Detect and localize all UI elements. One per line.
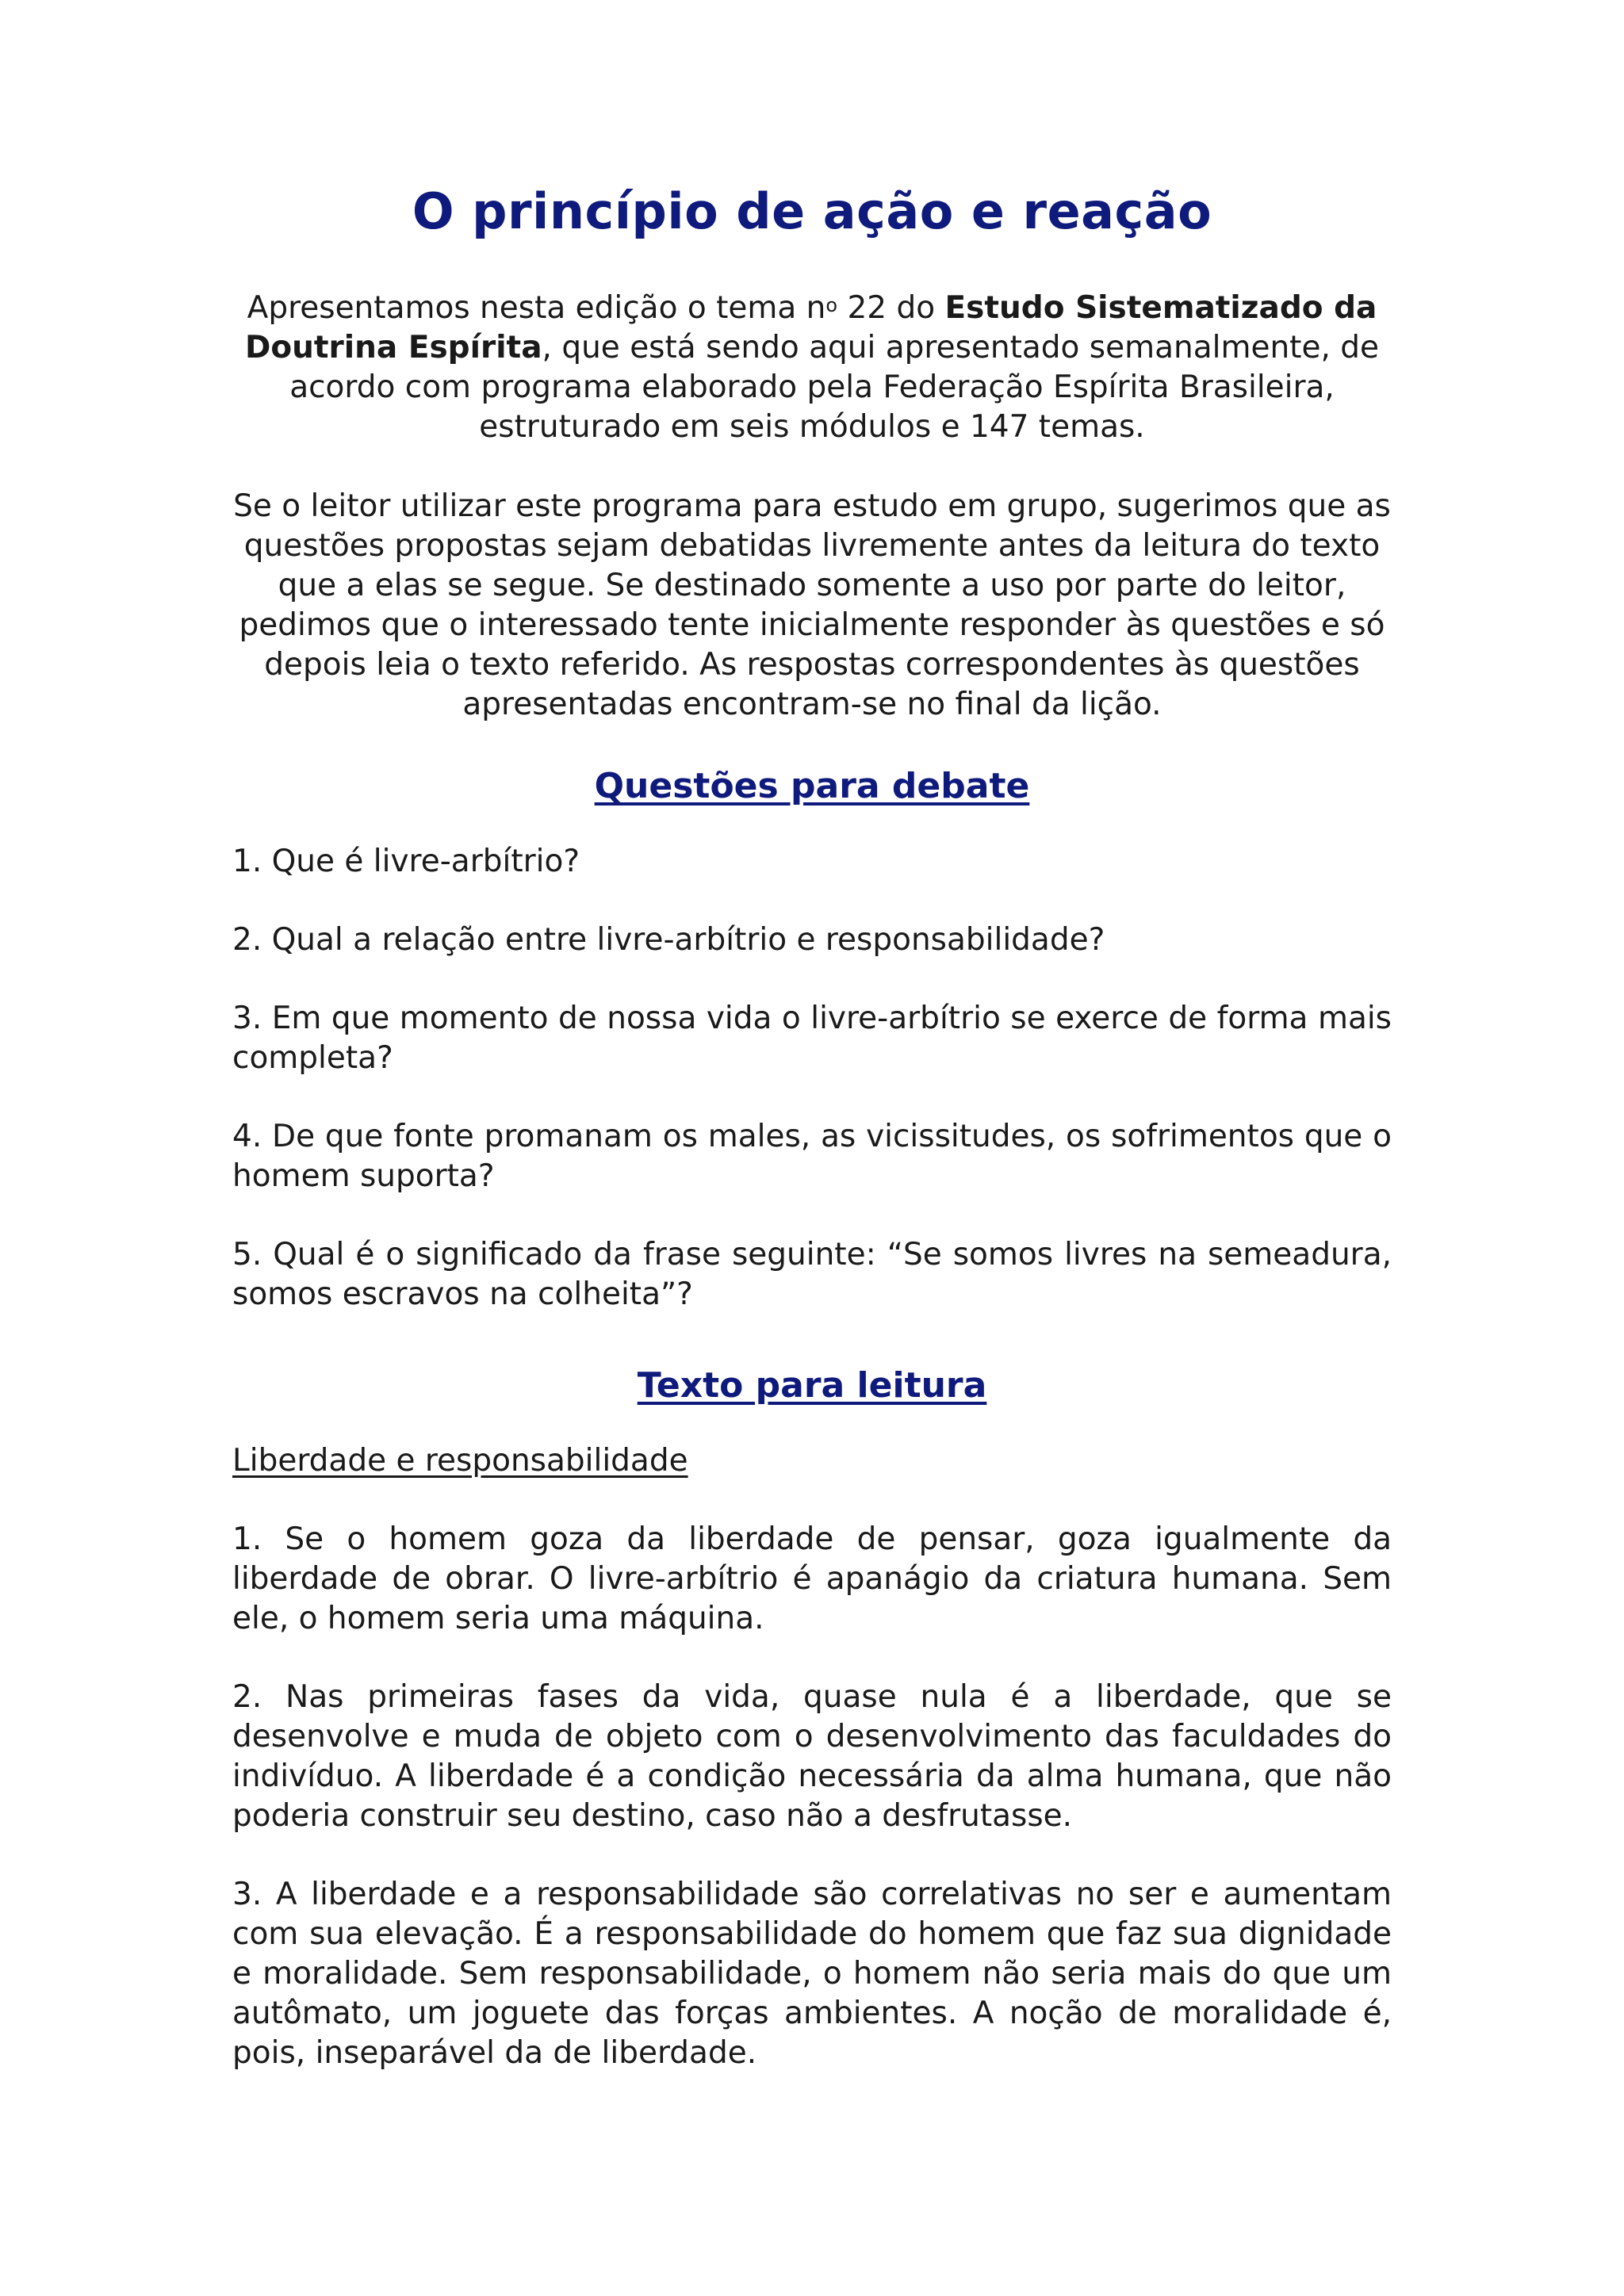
intro-text-2: 22 do [837, 290, 945, 327]
intro-superscript: o [825, 294, 838, 317]
intro-text-1: Apresentamos nesta edição o tema n [247, 290, 826, 327]
question-item: 5. Qual é o significado da frase seguinte: “Se somos livres na semeadura, somos escravos na colheita”? [232, 1237, 1392, 1313]
page-title: O princípio de ação e reação [412, 182, 1212, 240]
question-item: 4. De que fonte promanam os males, as vicissitudes, os sofrimentos que o homem suporta? [232, 1119, 1392, 1195]
questions-section-title: Questões para debate [594, 766, 1030, 807]
reading-subheading: Liberdade e responsabilidade [232, 1443, 688, 1479]
questions-list [232, 842, 1392, 1314]
reading-section-title: Texto para leitura [637, 1365, 987, 1406]
reading-paragraph: 1. Se o homem goza da liberdade de pensar, goza igualmente da liberdade de obrar. O livre-arbítrio é apanágio da criatura humana. Sem ele, o homem seria uma máquina. [232, 1521, 1392, 1637]
question-item: 2. Qual a relação entre livre-arbítrio e responsabilidade? [232, 922, 1105, 959]
document-page [232, 182, 1392, 2073]
reading-paragraph: 3. A liberdade e a responsabilidade são correlativas no ser e aumentam com sua elevação. É a responsabilidade do homem que faz sua dignidade e moralidade. Sem responsabilidade, o homem não seria mais do que um autômato, um joguete das forças ambientes. A noção de moralidade é, pois, inseparável da de liberdade. [232, 1877, 1392, 2072]
question-item: 3. Em que momento de nossa vida o livre-arbítrio se exerce de forma mais completa? [232, 1001, 1392, 1077]
intro-text-3: , que está sendo aqui apresentado semanalmente, de acordo com programa elaborado pela Federação Espírita Brasileira, estruturado em seis módulos e 147 temas. [289, 330, 1379, 446]
intro-paragraph [232, 289, 1392, 447]
intro-bold-title: Estudo Sistematizado da Doutrina Espírita [244, 290, 1377, 366]
instructions-paragraph: Se o leitor utilizar este programa para estudo em grupo, sugerimos que as questões propostas sejam debatidas livremente antes da leitura do texto que a elas se segue. Se destinado somente a uso por parte do leitor, pedimos que o interessado tente inicialmente responder às questões e só depois leia o texto referido. As respostas correspondentes às questões apresentadas encontram-se no final da lição. [233, 488, 1391, 723]
question-item: 1. Que é livre-arbítrio? [232, 844, 580, 880]
reading-paragraphs [232, 1520, 1392, 2073]
reading-paragraph: 2. Nas primeiras fases da vida, quase nula é a liberdade, que se desenvolve e muda de objeto com o desenvolvimento das faculdades do indivíduo. A liberdade é a condição necessária da alma humana, que não poderia construir seu destino, caso não a desfrutasse. [232, 1679, 1392, 1835]
